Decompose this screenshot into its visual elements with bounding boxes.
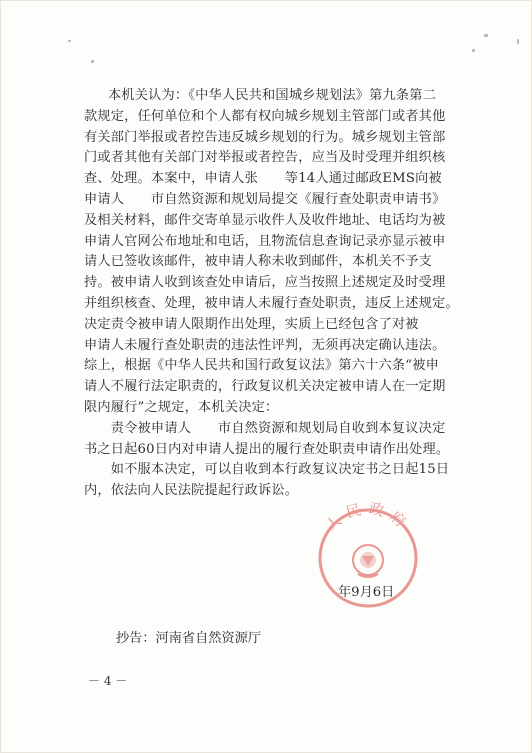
text-line: 决定责令被申请人限期作出处理，实质上已经包含了对被 (84, 316, 419, 332)
text-line: 责令被申请人 市自然资源和规划局自收到本复议决定 (84, 420, 446, 436)
seal-text: 人民政府 (321, 499, 415, 535)
text-line: 并组织核查、处理，被申请人未履行查处职责，违反上述规定。 (84, 295, 459, 311)
scan-speck (484, 34, 488, 37)
text-line: 请人不履行法定职责的，行政复议机关决定被申请人在一定期 (84, 379, 446, 395)
scan-speck (68, 40, 71, 42)
text-line: 持。被申请人收到该查处申请后，应当按照上述规定及时受理 (84, 275, 446, 291)
decision-body (84, 86, 468, 502)
text-line: 申请人 市自然资源和规划局提交《履行查处职责申请书》 (84, 191, 446, 207)
scan-speck (91, 60, 94, 63)
text-line: 本机关认为：《中华人民共和国城乡规划法》第九条第二 (108, 88, 437, 103)
text-line: 查、处理。本案中，申请人张 等14人通过邮政EMS向被 (84, 171, 442, 187)
decision-date: 年9月6日 (338, 585, 395, 600)
text-line: 请人已签收该邮件，被申请人称未收到邮件，本机关不予支 (84, 254, 433, 270)
text-line: 申请人未履行查处职责的违法性评判，无须再决定确认违法。 (84, 337, 446, 353)
scan-speck (517, 39, 519, 44)
text-line: 门或者其他有关部门对举报或者控告，应当及时受理并组织核 (84, 150, 446, 166)
text-line: 及相关材料，邮件交寄单显示收件人及收件地址、电话均为被 (84, 212, 446, 228)
text-line: 内，依法向人民法院提起行政诉讼。 (84, 483, 299, 499)
text-line: 如不服本决定，可以自收到本行政复议决定书之日起15日 (84, 462, 450, 478)
scan-speck (472, 49, 475, 52)
text-line: 有关部门举报或者控告违反城乡规划的行为。城乡规划主管部 (84, 129, 446, 145)
page-number: － 4 － (88, 674, 128, 688)
text-line: 综上，根据《中华人民共和国行政复议法》第六十六条“被申 (84, 358, 440, 374)
cc-recipient: 抄告：河南省自然资源厅 (116, 631, 262, 646)
text-line: 书之日起60日内对申请人提出的履行查处职责申请作出处理。 (84, 441, 450, 457)
national-emblem-icon (353, 545, 383, 577)
text-line: 款规定，任何单位和个人都有权向城乡规划主管部门或者其他 (84, 108, 446, 124)
svg-text:人民政府 (322, 499, 414, 535)
text-line: 申请人官网公布地址和电话，且物流信息查询记录亦显示被申 (84, 233, 446, 249)
text-line: 限内履行”之规定，本机关决定： (84, 399, 279, 415)
